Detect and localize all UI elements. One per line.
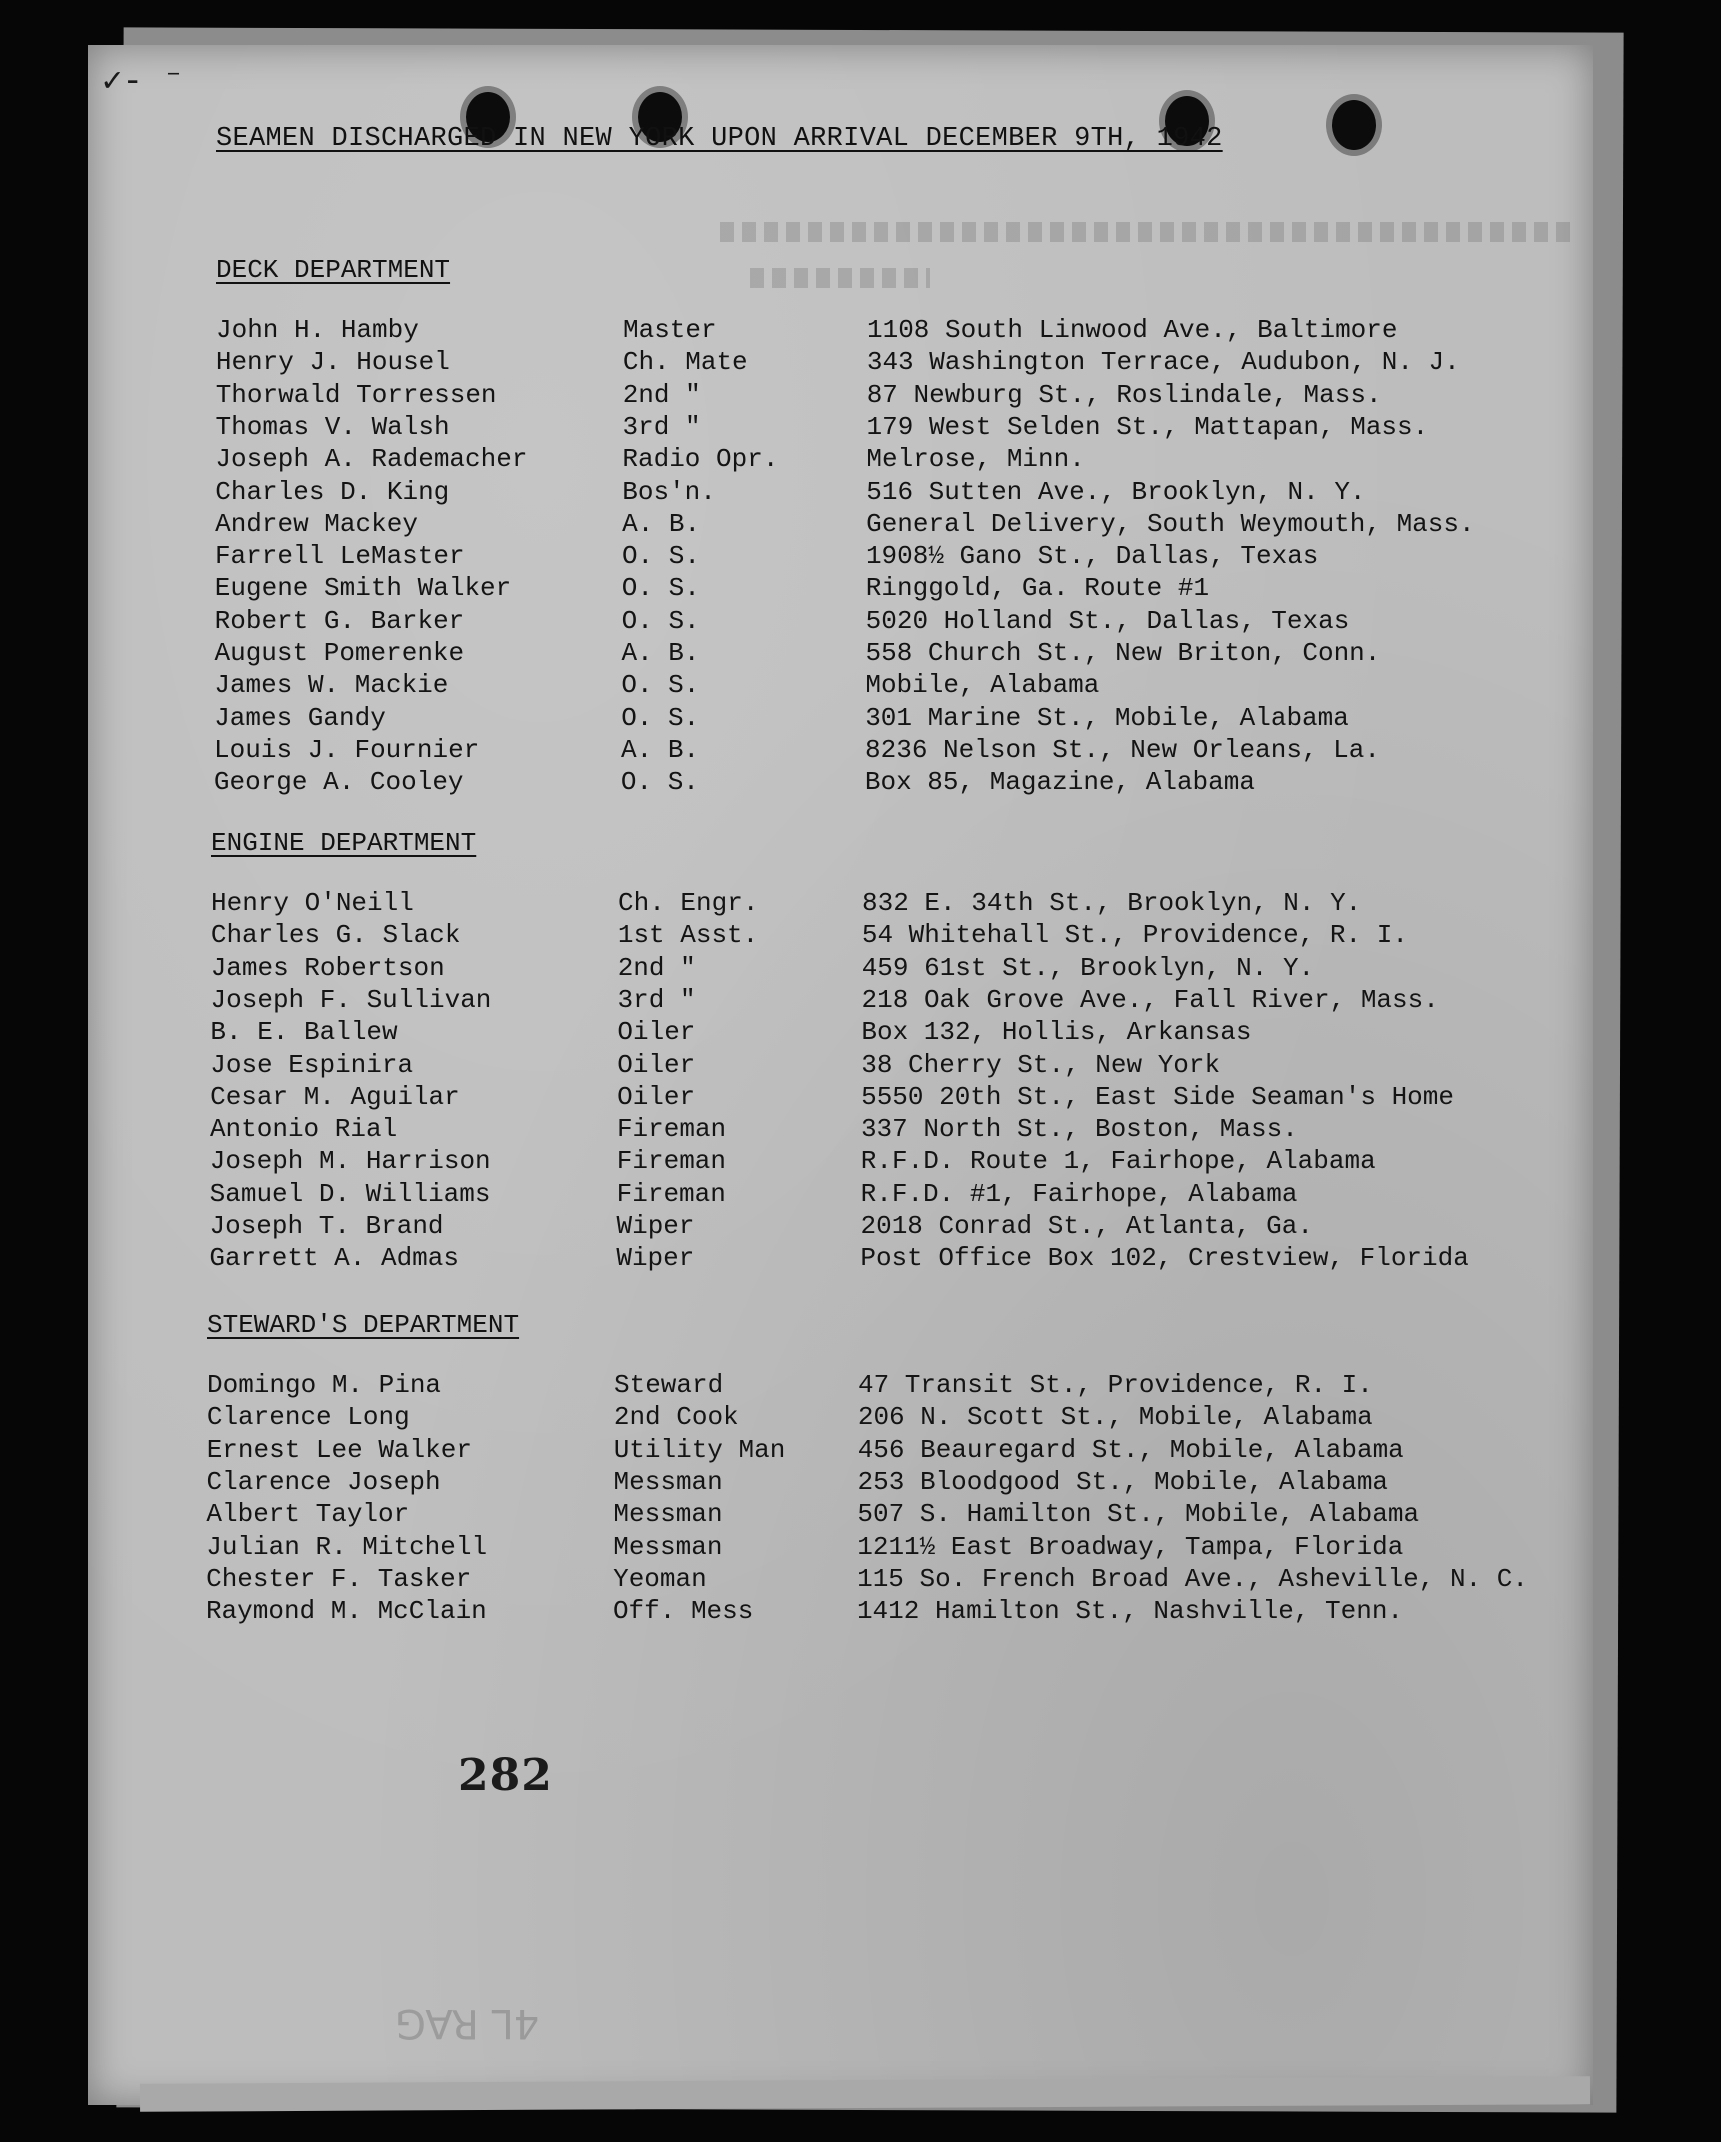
crew-address: 343 Washington Terrace, Audubon, N. J. bbox=[866, 347, 1460, 378]
crew-rating: Fireman bbox=[616, 1146, 727, 1177]
crew-address: 1211½ East Broadway, Tampa, Florida bbox=[857, 1531, 1404, 1562]
crew-rating: Utility Man bbox=[613, 1434, 786, 1465]
crew-address: 5020 Holland St., Dallas, Texas bbox=[865, 605, 1350, 636]
department-heading: STEWARD'S DEPARTMENT bbox=[207, 1310, 520, 1340]
crew-name: August Pomerenke bbox=[214, 638, 465, 668]
crew-address: 8236 Nelson St., New Orleans, La. bbox=[865, 734, 1380, 765]
crew-rating: O. S. bbox=[621, 702, 700, 733]
crew-name: Joseph M. Harrison bbox=[209, 1146, 491, 1177]
department-heading: ENGINE DEPARTMENT bbox=[211, 828, 477, 858]
crew-name: Julian R. Mitchell bbox=[206, 1531, 488, 1562]
crew-rating: Ch. Engr. bbox=[618, 888, 759, 918]
crew-address: Post Office Box 102, Crestview, Florida bbox=[860, 1243, 1469, 1274]
crew-name: Louis J. Fournier bbox=[214, 734, 480, 765]
crew-address: 507 S. Hamilton St., Mobile, Alabama bbox=[857, 1499, 1420, 1530]
crew-rating: 2nd Cook bbox=[613, 1402, 739, 1433]
crew-rating: A. B. bbox=[621, 734, 700, 765]
crew-name: Raymond M. McClain bbox=[205, 1596, 487, 1627]
crew-rating: Oiler bbox=[617, 1081, 696, 1112]
crew-rating: Radio Opr. bbox=[622, 444, 779, 475]
crew-name: James Robertson bbox=[210, 952, 445, 983]
crew-rating: Oiler bbox=[617, 1049, 696, 1080]
crew-name: Clarence Long bbox=[206, 1402, 410, 1433]
crew-rating: Wiper bbox=[616, 1211, 695, 1241]
crew-address: 5550 20th St., East Side Seaman's Home bbox=[861, 1081, 1454, 1112]
crew-name: Henry O'Neill bbox=[211, 888, 414, 918]
crew-rating: O. S. bbox=[621, 573, 700, 604]
crew-address: 87 Newburg St., Roslindale, Mass. bbox=[866, 379, 1382, 410]
document-title: SEAMEN DISCHARGED IN NEW YORK UPON ARRIVAL DECEMBER 9TH, 1942 bbox=[216, 124, 1223, 154]
crew-name: Thorwald Torressen bbox=[215, 379, 497, 410]
crew-rating: O. S. bbox=[620, 767, 699, 798]
crew-rating: Oiler bbox=[617, 1017, 696, 1048]
crew-address: Box 132, Hollis, Arkansas bbox=[861, 1017, 1252, 1048]
crew-address: 54 Whitehall St., Providence, R. I. bbox=[861, 920, 1408, 951]
crew-address: 1412 Hamilton St., Nashville, Tenn. bbox=[856, 1596, 1404, 1627]
crew-name: Thomas V. Walsh bbox=[215, 411, 450, 442]
crew-name: Antonio Rial bbox=[209, 1114, 398, 1145]
crew-rating: 1st Asst. bbox=[617, 920, 759, 951]
crew-rating: 3rd " bbox=[617, 984, 696, 1015]
crew-name: Clarence Joseph bbox=[206, 1466, 441, 1497]
crew-rating: O. S. bbox=[621, 670, 700, 701]
crew-name: Albert Taylor bbox=[206, 1499, 410, 1530]
crew-name: Ernest Lee Walker bbox=[206, 1434, 472, 1465]
crew-rating: Bos'n. bbox=[622, 476, 716, 507]
crew-name: Garrett A. Admas bbox=[209, 1243, 459, 1274]
crew-rating: Ch. Mate bbox=[622, 347, 748, 378]
crew-rating: 2nd " bbox=[622, 379, 701, 410]
bleed-through-text-2 bbox=[750, 268, 930, 288]
crew-address: 206 N. Scott St., Mobile, Alabama bbox=[857, 1402, 1373, 1433]
department-heading: DECK DEPARTMENT bbox=[216, 255, 451, 285]
crew-rating: Messman bbox=[613, 1466, 723, 1497]
crew-name: Joseph T. Brand bbox=[209, 1211, 444, 1241]
crew-rating: Wiper bbox=[616, 1243, 695, 1274]
crew-rating: O. S. bbox=[621, 605, 700, 636]
crew-address: 459 61st St., Brooklyn, N. Y. bbox=[861, 952, 1315, 983]
crew-name: Cesar M. Aguilar bbox=[210, 1081, 460, 1112]
crew-name: Samuel D. Williams bbox=[209, 1178, 491, 1209]
crew-address: 218 Oak Grove Ave., Fall River, Mass. bbox=[861, 984, 1439, 1015]
crew-address: 558 Church St., New Briton, Conn. bbox=[865, 638, 1381, 668]
crew-address: 1108 South Linwood Ave., Baltimore bbox=[867, 315, 1398, 345]
crew-name: Andrew Mackey bbox=[215, 508, 418, 539]
crew-name: Charles D. King bbox=[215, 476, 450, 507]
crew-rating: Fireman bbox=[616, 1114, 727, 1145]
crew-rating: Off. Mess bbox=[612, 1596, 754, 1627]
crew-rating: A. B. bbox=[622, 508, 701, 539]
crew-address: General Delivery, South Weymouth, Mass. bbox=[866, 508, 1475, 539]
crew-name: Domingo M. Pina bbox=[207, 1370, 442, 1400]
crew-rating: Messman bbox=[613, 1499, 723, 1530]
crew-rating: Master bbox=[623, 315, 717, 345]
crew-address: 253 Bloodgood St., Mobile, Alabama bbox=[857, 1466, 1389, 1497]
crew-rating: Yeoman bbox=[613, 1563, 707, 1594]
crew-address: 337 North St., Boston, Mass. bbox=[860, 1114, 1298, 1145]
crew-address: 301 Marine St., Mobile, Alabama bbox=[865, 702, 1349, 733]
crew-address: 516 Sutten Ave., Brooklyn, N. Y. bbox=[866, 476, 1366, 507]
crew-name: Farrell LeMaster bbox=[214, 541, 465, 572]
crew-address: 38 Cherry St., New York bbox=[861, 1049, 1221, 1080]
page-number: 282 bbox=[458, 1750, 553, 1801]
crew-name: James Gandy bbox=[214, 702, 386, 733]
bleed-through-text bbox=[720, 222, 1570, 242]
crew-rating: Steward bbox=[614, 1370, 724, 1400]
crew-name: Henry J. Housel bbox=[215, 347, 450, 378]
crew-name: George A. Cooley bbox=[213, 767, 464, 798]
crew-address: 1908½ Gano St., Dallas, Texas bbox=[865, 541, 1319, 572]
crew-rating: 3rd " bbox=[622, 411, 701, 442]
crew-address: 47 Transit St., Providence, R. I. bbox=[858, 1370, 1373, 1400]
crew-rating: A. B. bbox=[621, 638, 700, 668]
crew-name: Charles G. Slack bbox=[210, 920, 461, 951]
crew-address: R.F.D. #1, Fairhope, Alabama bbox=[860, 1178, 1298, 1209]
crew-address: 456 Beauregard St., Mobile, Alabama bbox=[857, 1434, 1404, 1465]
crew-name: Robert G. Barker bbox=[214, 605, 465, 636]
crew-name: Joseph A. Rademacher bbox=[215, 444, 528, 475]
crew-name: John H. Hamby bbox=[216, 315, 419, 345]
crew-name: Eugene Smith Walker bbox=[214, 573, 512, 604]
crew-address: Box 85, Magazine, Alabama bbox=[864, 767, 1255, 798]
crew-name: Joseph F. Sullivan bbox=[210, 984, 492, 1015]
crew-rating: 2nd " bbox=[617, 952, 696, 983]
crew-address: Mobile, Alabama bbox=[865, 670, 1100, 701]
crew-address: 2018 Conrad St., Atlanta, Ga. bbox=[860, 1211, 1313, 1241]
crew-name: Jose Espinira bbox=[210, 1049, 414, 1080]
punch-hole-4 bbox=[1332, 100, 1376, 150]
crew-address: 179 West Selden St., Mattapan, Mass. bbox=[866, 411, 1429, 442]
crew-name: James W. Mackie bbox=[214, 670, 449, 701]
crew-name: B. E. Ballew bbox=[210, 1017, 398, 1048]
crew-rating: Messman bbox=[613, 1531, 723, 1562]
handwritten-mark: ✓‐ ⁻ bbox=[102, 64, 184, 102]
crew-address: Ringgold, Ga. Route #1 bbox=[865, 573, 1210, 604]
crew-address: Melrose, Minn. bbox=[866, 444, 1085, 475]
faint-reverse-stamp: 4L RAG bbox=[395, 2000, 540, 2046]
crew-rating: O. S. bbox=[621, 541, 700, 572]
crew-rating: Fireman bbox=[616, 1178, 726, 1209]
crew-name: Chester F. Tasker bbox=[206, 1563, 472, 1594]
crew-address: 115 So. French Broad Ave., Asheville, N. C. bbox=[857, 1563, 1529, 1594]
crew-address: 832 E. 34th St., Brooklyn, N. Y. bbox=[862, 888, 1362, 918]
crew-address: R.F.D. Route 1, Fairhope, Alabama bbox=[860, 1146, 1376, 1177]
